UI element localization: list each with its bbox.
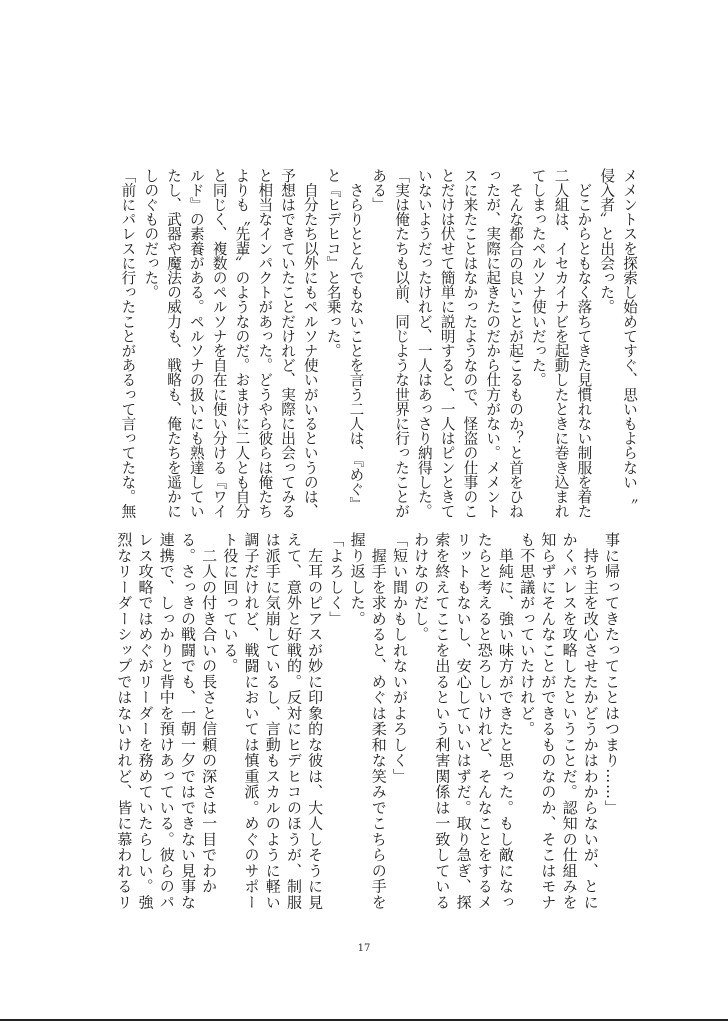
text-column: よりも〝先輩〟のようなのだ。おまけに二人とも自分 (233, 168, 251, 519)
text-column: 単純に、強い味方ができたと思った。もし敵になっ (496, 532, 515, 910)
text-column: 二人の付き合いの長さと信頼の深さは一目でわか (200, 532, 219, 895)
text-column: 予想はできていたことだけれど、実際に出会ってみる (279, 168, 297, 519)
text-column: 調子だけれど、戦闘においては慎重派。めぐのサポー (242, 532, 261, 910)
text-column: 「よろしく」 (327, 532, 346, 627)
text-column: ったが、実際に起きたのだから仕方がない。メメント (484, 168, 502, 519)
text-column: ルド』の素養がある。ペルソナの扱いにも熟達してい (187, 168, 205, 519)
text-column: と相当なインパクトがあった。どうやら彼らは俺たち (256, 168, 274, 519)
text-column: ト役に回っている。 (221, 532, 240, 674)
text-column: 「短い間かもしれないがよろしく」 (390, 532, 409, 784)
text-column: メメントスを探索し始めてすぐ、思いもよらない〝 (621, 168, 638, 504)
text-column: かくパレスを攻略したということだ。認知の仕組みを (560, 532, 579, 910)
text-column: スに来たことはなかったようなので、怪盗の仕事のこ (461, 168, 479, 519)
text-column: レス攻略ではめぐがリーダーを務めていたらしい。強 (136, 532, 155, 910)
text-column: 侵入者〟と出会った。 (598, 168, 616, 314)
text-column: たし、武器や魔法の威力も、戦略も、俺たちを遥かに (165, 168, 183, 519)
text-column: も不思議がっていたけれど。 (518, 532, 537, 737)
text-column: リットもないし、安心していいはずだ。取り急ぎ、探 (454, 532, 473, 910)
text-column: る。さっきの戦闘でも、一朝一夕ではできない見事な (178, 532, 197, 910)
text-column: さらりととんでもないことを言う二人は、『めぐ』 (347, 168, 365, 512)
text-column: 事に帰ってきたってことはつまり……」 (603, 532, 621, 816)
text-column: てしまったペルソナ使いだった。 (529, 168, 547, 387)
text-column: 二人組は、イセカイナビを起動したときに巻き込まれ (552, 168, 570, 519)
page-number: 17 (357, 943, 371, 954)
text-column: 左耳のピアスが妙に印象的な彼は、大人しそうに見 (306, 532, 325, 910)
text-column: 烈なリーダーシップではないけれど、皆に慕われるリ (115, 532, 134, 910)
text-column: 索を終えてここを出るという利害関係は一致している (433, 532, 452, 910)
text-column: いないようだったけれど、一人はあっさり納得した。 (415, 168, 433, 519)
text-column: どこからともなく落ちてきた見慣れない制服を着た (575, 168, 593, 519)
text-column: ある」 (370, 168, 388, 212)
text-column: とだけは伏せて簡単に説明すると、一人はピンときて (438, 168, 456, 519)
text-column: 持ち主を改心させたかどうかはわからないが、とに (581, 532, 600, 910)
text-column: と同じく、複数のペルソナを自在に使い分ける『ワイ (210, 168, 228, 519)
text-column: 連携で、しっかりと背中を預けあっている。彼らのパ (157, 532, 176, 910)
text-column: 自分たち以外にもペルソナ使いがいるというのは、 (301, 168, 319, 519)
text-column: 「前にパレスに行ったことがあるって言ってたな。無 (119, 168, 137, 519)
text-column: と『ヒデヒコ』と名乗った。 (324, 168, 342, 358)
text-column: 握り返した。 (348, 532, 367, 627)
text-column: たらと考えると恐ろしいけれど、そんなことをするメ (475, 532, 494, 910)
text-column: しのぐものだった。 (142, 168, 160, 300)
text-column: 「実は俺たちも以前、同じような世界に行ったことが (393, 168, 411, 519)
upper-tier-text (115, 168, 640, 520)
text-column: わけなのだし。 (412, 532, 431, 643)
text-column: 知らずにそんなことができるものなのか、そこはモナ (539, 532, 558, 910)
bottom-edge-rule (0, 1019, 728, 1021)
text-column: 握手を求めると、めぐは柔和な笑みでこちらの手を (369, 532, 388, 910)
lower-tier-text (112, 532, 622, 914)
text-column: そんな都合の良いことが起こるものか？と首をひね (507, 168, 525, 519)
text-column: えて、意外と好戦的。反対にヒデヒコのほうが、制服 (284, 532, 303, 910)
text-column: は派手に気崩しているし、言動もスカルのように軽い (263, 532, 282, 910)
